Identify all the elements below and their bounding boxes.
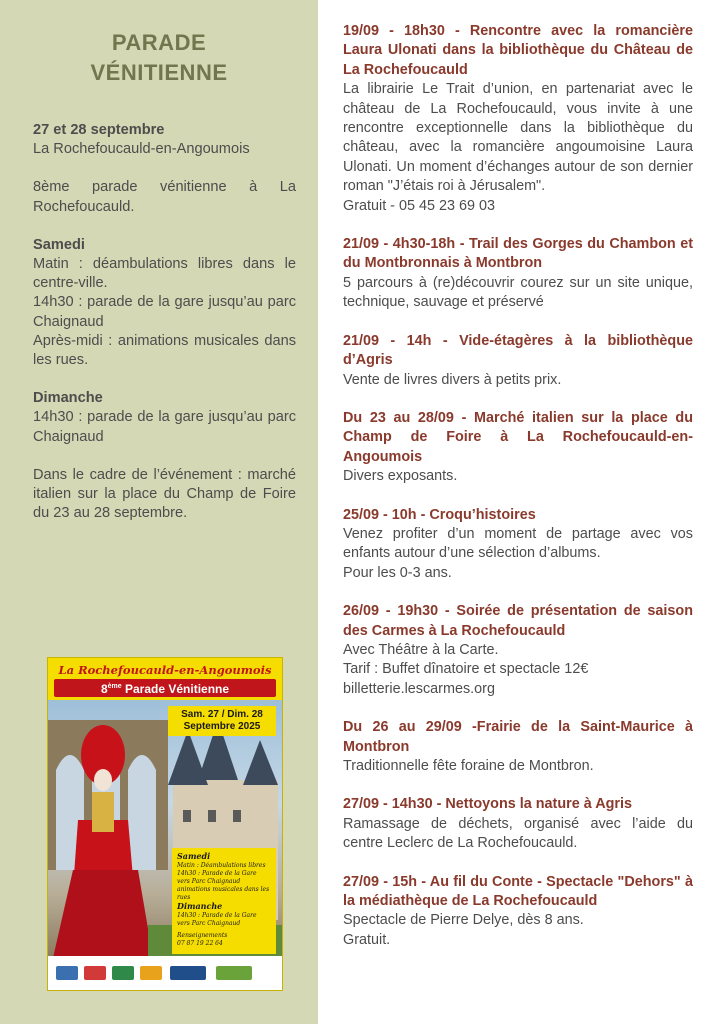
sponsor-logo-icon [140, 966, 162, 980]
sponsor-logo-icon [216, 966, 252, 980]
poster-town: La Rochefoucauld-en-Angoumois [58, 663, 272, 677]
poster-program [172, 848, 276, 954]
event-title: Du 26 au 29/09 -Frairie de la Saint-Maurice à Montbron [343, 719, 693, 755]
event-item [343, 873, 693, 951]
event-description: Ramassage de déchets, organisé avec l’aide du centre Leclerc de La Rochefoucauld. [343, 815, 693, 852]
poster-sat-line2: 14h30 : Parade de la Gare vers Parc Chaignaud [177, 870, 257, 885]
saturday-line-1: Matin : déambulations libres dans le centre-ville. [33, 256, 296, 292]
sponsor-logo-icon [56, 966, 78, 980]
event-dates: 27 et 28 septembre [33, 122, 165, 138]
event-description: Traditionnelle fête foraine de Montbron. [343, 758, 594, 774]
event-ticket-link[interactable]: billetterie.lescarmes.org [343, 680, 495, 697]
event-item [343, 409, 693, 487]
poster-header [48, 658, 282, 700]
poster-sun-heading: Dimanche [177, 901, 223, 911]
event-description: Avec Théâtre à la Carte. [343, 641, 499, 658]
poster-contact-label: Renseignements [177, 932, 228, 939]
event-item [343, 22, 693, 216]
sunday-line: 14h30 : parade de la gare jusqu’au parc Chaignaud [33, 409, 296, 445]
event-extra: Gratuit - 05 45 23 69 03 [343, 197, 496, 214]
sidebar [0, 0, 318, 1024]
event-description: Divers exposants. [343, 468, 458, 485]
event-title: 19/09 - 18h30 - Rencontre avec la romancière Laura Ulonati dans la bibliothèque du Château de La Rochefoucauld [343, 23, 693, 78]
event-title: 27/09 - 15h - Au fil du Conte - Spectacle "Dehors" à la médiathèque de La Rochefoucauld [343, 873, 693, 910]
sidebar-title-line1: PARADE [111, 30, 207, 55]
poster-date-line1: Sam. 27 / Dim. 28 [181, 709, 263, 720]
poster-date-badge [168, 706, 276, 736]
poster-date-line2: Septembre 2025 [183, 721, 261, 732]
saturday-line-2: 14h30 : parade de la gare jusqu’au parc Chaignaud [33, 294, 296, 330]
event-description: La librairie Le Trait d’union, en partenariat avec le château de La Rochefoucauld, vous invite à une rencontre exceptionnelle dans la bibliothèque du château, avec la romancière angoumoisine Laura Ulonati. Un moment d’échanges autour de son dernier roman "J’étais roi à Jérusalem". [343, 81, 693, 195]
poster-parade-title: 8ème Parade Vénitienne [54, 679, 276, 697]
event-description: Venez profiter d’un moment de partage avec vos enfants autour d’une sélection d’albums. [343, 525, 693, 562]
event-item [343, 332, 693, 390]
sunday-heading: Dimanche [33, 390, 103, 407]
sidebar-title-line2: VÉNITIENNE [90, 60, 228, 85]
event-item [343, 602, 693, 699]
poster-photo [48, 700, 282, 958]
event-item [343, 506, 693, 584]
sponsor-logo-icon [84, 966, 106, 980]
event-title: 21/09 - 14h - Vide-étagères à la bibliothèque d’Agris [343, 332, 693, 369]
sponsor-logo-icon [170, 966, 206, 980]
poster-sat-line1: Matin : Déambulations libres [177, 862, 266, 869]
sponsor-logo-icon [112, 966, 134, 980]
event-title: 27/09 - 14h30 - Nettoyons la nature à Agris [343, 796, 632, 813]
event-extra: Tarif : Buffet dînatoire et spectacle 12€ [343, 661, 589, 678]
event-title: 25/09 - 10h - Croqu’histoires [343, 506, 536, 523]
event-title: 26/09 - 19h30 - Soirée de présentation de saison des Carmes à La Rochefoucauld [343, 603, 693, 639]
poster-sat-line3: animations musicales dans les rues [177, 886, 270, 901]
event-title: Du 23 au 28/09 - Marché italien sur la place du Champ de Foire à La Rochefoucauld-en-Angoumois [343, 409, 693, 465]
poster-sun-line1: 14h30 : Parade de la Gare vers Parc Chaignaud [177, 912, 257, 927]
events-list [343, 22, 693, 969]
event-extra: Pour les 0-3 ans. [343, 564, 452, 581]
sidebar-body [33, 121, 296, 523]
poster-sponsor-logos [48, 956, 282, 990]
event-extra: Gratuit. [343, 931, 391, 948]
poster-contact-phone: 07 87 19 22 64 [177, 940, 223, 947]
market-note: Dans le cadre de l’événement : marché italien sur la place du Champ de Foire du 23 au 28 septembre. [33, 466, 296, 522]
event-item [343, 795, 693, 853]
saturday-heading: Samedi [33, 236, 85, 253]
event-description: Spectacle de Pierre Delye, dès 8 ans. [343, 912, 584, 929]
event-item [343, 718, 693, 776]
saturday-line-3: Après-midi : animations musicales dans les rues. [33, 332, 296, 369]
intro-text: 8ème parade vénitienne à La Rochefoucauld. [33, 179, 296, 215]
poster-sat-heading: Samedi [177, 851, 211, 861]
event-item [343, 235, 693, 313]
event-description: Vente de livres divers à petits prix. [343, 371, 562, 388]
sidebar-title [0, 28, 318, 88]
parade-poster [47, 657, 283, 991]
event-place: La Rochefoucauld-en-Angoumois [33, 141, 250, 158]
event-description: 5 parcours à (re)découvrir courez sur un site unique, technique, sauvage et préservé [343, 274, 693, 311]
event-title: 21/09 - 4h30-18h - Trail des Gorges du Chambon et du Montbronnais à Montbron [343, 236, 693, 272]
